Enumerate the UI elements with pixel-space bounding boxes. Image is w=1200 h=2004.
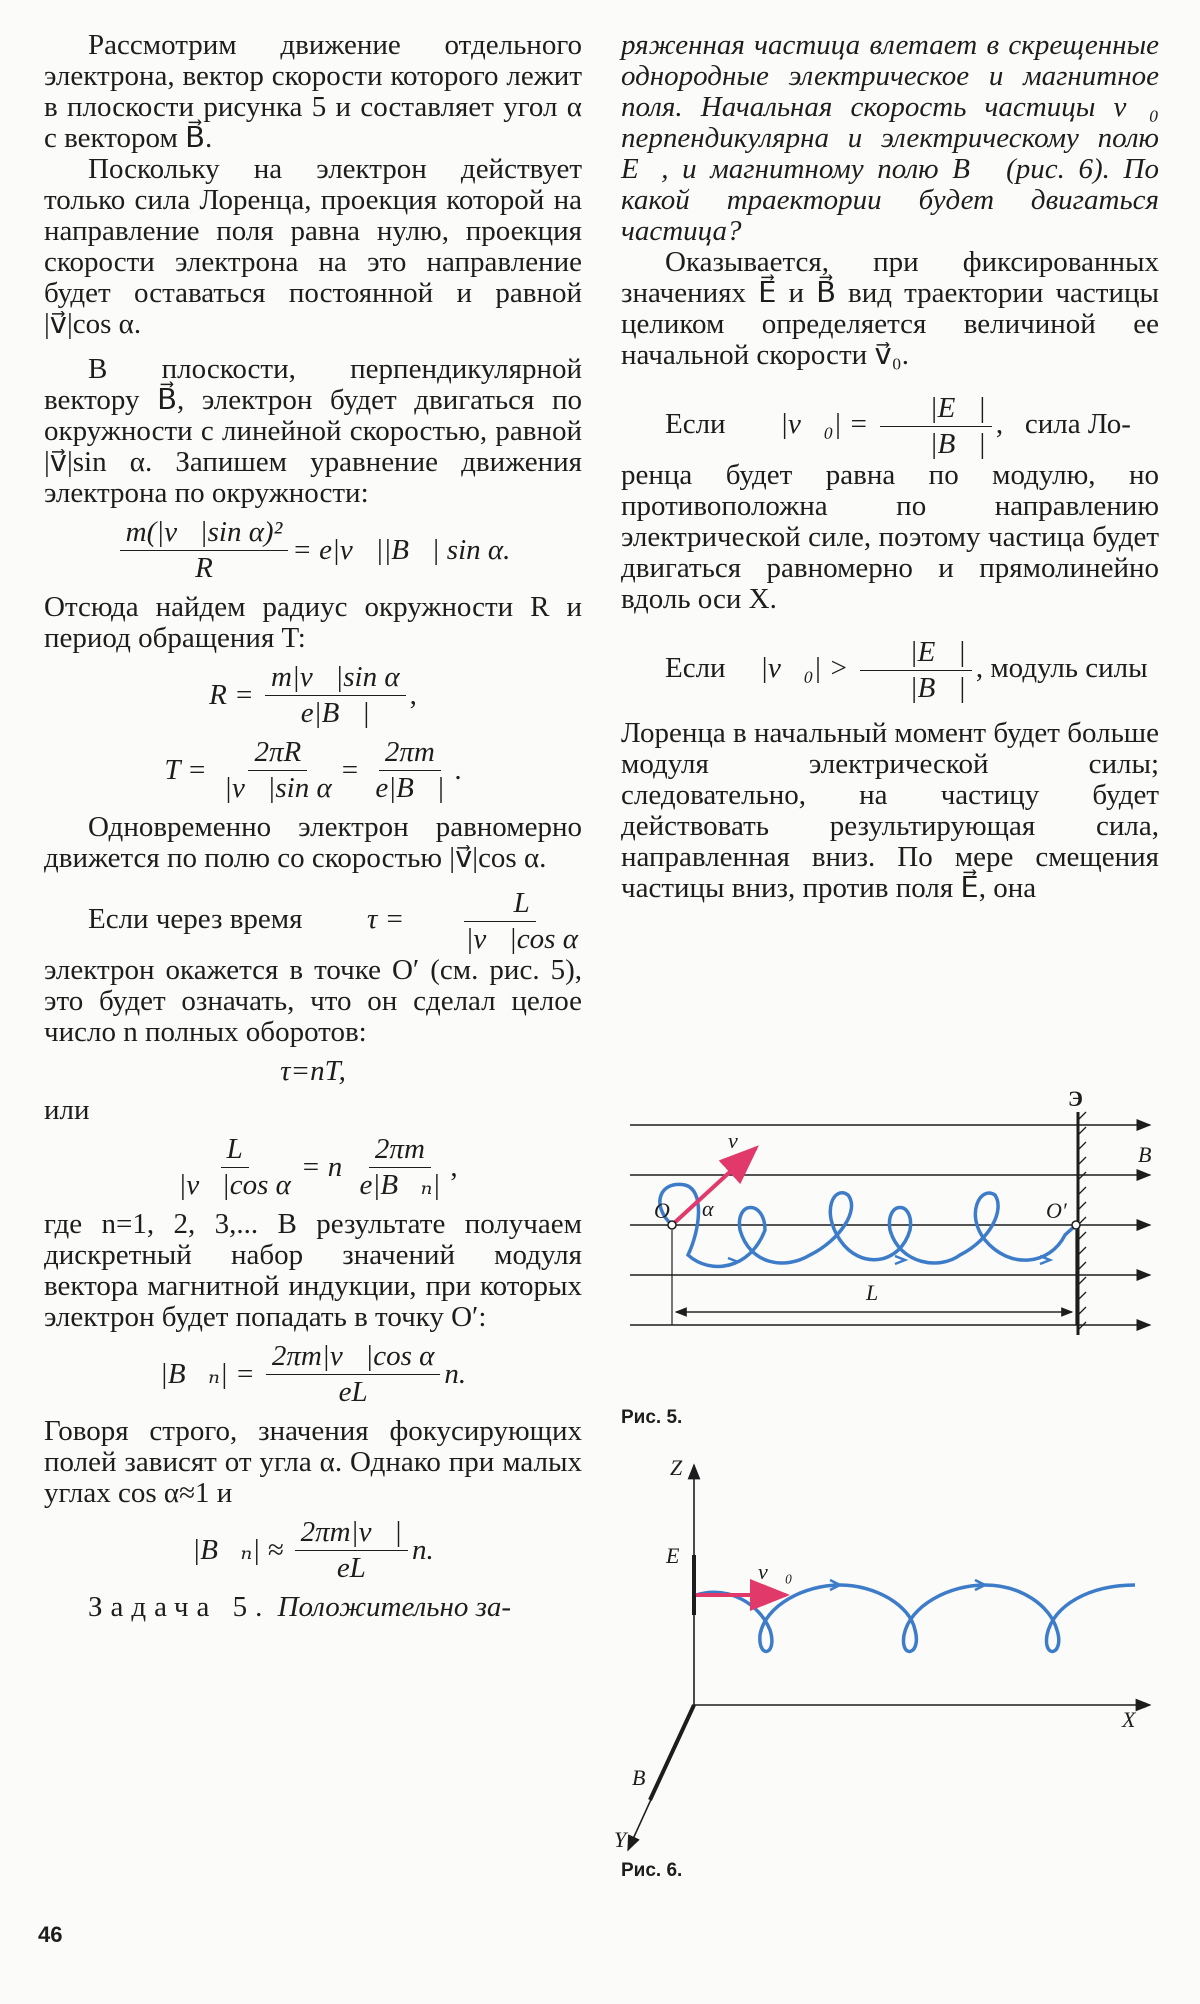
paragraph: Оказывается, при фиксированных значениях E⃗ и B⃗ вид траектории частицы целиком определяется величиной ее начальной скорости v⃗₀.: [621, 246, 1159, 371]
fraction: [354, 1134, 447, 1201]
numerator: L: [464, 888, 536, 922]
fraction: [120, 517, 289, 584]
equation-lhs: R =: [209, 679, 254, 711]
equation-end: .: [454, 754, 462, 786]
denominator: e|B⃗|: [300, 697, 370, 729]
paragraph: Рассмотрим движение отдельного электрона, вектор скорости которого лежит в плоскости рисунка 5 и составляет угол α с вектором B⃗.: [44, 29, 582, 154]
numerator: 2πm: [369, 1134, 431, 1168]
figure-6-caption: Рис. 6.: [621, 1860, 683, 1881]
denominator: |v⃗|cos α: [178, 1169, 291, 1201]
equation-lhs: |v⃗₀| =: [780, 408, 869, 441]
numerator: |E⃗|: [880, 393, 992, 427]
right-column: [621, 30, 1159, 904]
numerator: m|v⃗|sin α: [265, 662, 406, 696]
equation-end: ,: [450, 1151, 458, 1183]
paragraph: электрон окажется в точке O′ (см. рис. 5), это будет означать, что он сделал целое число n полных оборотов:: [44, 954, 582, 1048]
fraction: [218, 737, 338, 804]
equation-lhs: |B⃗ₙ| =: [159, 1358, 255, 1390]
numerator: 2πm: [379, 737, 441, 771]
paragraph: Лоренца в начальный момент будет больше модуля электрической силы; следовательно, на частицу будет действовать результирующая сила, направленная вниз. По мере смещения частицы вниз, против поля E⃗, она: [621, 717, 1159, 904]
equation-condition: [44, 1134, 582, 1201]
label-l: L: [866, 1280, 879, 1305]
denominator: e|B⃗ₙ|: [359, 1169, 441, 1201]
label-alpha: α: [702, 1196, 714, 1221]
axes: [628, 1465, 1150, 1850]
task-continuation: ряженная частица влетает в скрещенные однородные электрическое и магнитное поля. Начальная скорость частицы v⃗₀ перпендикулярна и электрическому полю E⃗, и магнитному полю B⃗ (рис. 6). По какой траектории будет двигаться частица?: [621, 29, 1159, 247]
text: Если: [665, 408, 726, 441]
equation-end: ,: [409, 679, 417, 711]
paragraph: В плоскости, перпендикулярной вектору B⃗, электрон будет двигаться по окружности с линейной скоростью, равной |v⃗|sin α. Запишем уравнение движения электрона по окружности:: [44, 353, 582, 509]
label-x: X: [1122, 1707, 1136, 1732]
page-number: 46: [38, 1922, 63, 1947]
equation-period: [44, 737, 582, 804]
paragraph: Одновременно электрон равномерно движется по полю со скоростью |v⃗|cos α.: [44, 811, 582, 874]
label-v0: v⃗₀: [758, 1559, 793, 1584]
figure-6: [610, 1455, 1170, 1875]
label-o-prime: O′: [1046, 1198, 1067, 1223]
equation-tau: τ=nT,: [280, 1055, 346, 1087]
paragraph: ренца будет равна по модулю, но противоположна по направлению электрической силе, поэтому частица будет двигаться равномерно и прямолинейно вдоль оси X.: [621, 459, 1159, 615]
paragraph: где n=1, 2, 3,... В результате получаем дискретный набор значений модуля вектора магнитной индукции, при которых электрон будет попадать в точку O′:: [44, 1208, 582, 1333]
paragraph: Отсюда найдем радиус окружности R и период обращения T:: [44, 591, 582, 654]
equation-mid: = n: [300, 1151, 343, 1183]
label-y: Y: [614, 1827, 627, 1852]
paragraph: Поскольку на электрон действует только сила Лоренца, проекция которой на направление поля равна нулю, проекция скорости электрона на это направление будет оставаться постоянной и равной |v⃗|cos α.: [44, 153, 582, 340]
condition-equal: [621, 393, 1159, 460]
paragraph-time: [44, 888, 582, 955]
fraction: [266, 1341, 440, 1408]
task-heading: [44, 1592, 582, 1623]
denominator: e|B⃗|: [375, 772, 445, 804]
fraction: [369, 737, 450, 804]
equation-rhs: = e|v⃗||B⃗| sin α.: [292, 534, 511, 566]
denominator: |v⃗|cos α: [465, 923, 578, 955]
fraction: [860, 637, 972, 704]
condition-greater: [621, 637, 1159, 704]
equation-bn-approx: [44, 1517, 582, 1584]
equation-lhs: τ =: [366, 903, 405, 936]
text: , модуль силы: [975, 652, 1148, 685]
denominator: eL: [336, 1552, 366, 1584]
text: Если через время: [88, 903, 303, 936]
equation-bn: [44, 1341, 582, 1408]
paragraph: Говоря строго, значения фокусирующих полей зависят от угла α. Однако при малых углах cos α≈1 и: [44, 1415, 582, 1509]
fraction: [880, 393, 992, 460]
figure-5-caption: Рис. 5.: [621, 1407, 683, 1428]
numerator: 2πR: [248, 737, 307, 771]
fraction: [265, 662, 406, 729]
denominator: eL: [338, 1376, 368, 1408]
fraction: [172, 1134, 297, 1201]
label-e: E⃗: [666, 1543, 697, 1568]
numerator: 2πm|v⃗|cos α: [266, 1341, 440, 1375]
point-o-prime: [1072, 1221, 1080, 1229]
label-o: O: [654, 1198, 670, 1223]
fraction: [295, 1517, 408, 1584]
numerator: m(|v⃗|sin α)²: [120, 517, 289, 551]
numerator: L: [221, 1134, 249, 1168]
denominator: |v⃗|sin α: [224, 772, 332, 804]
dimension-l: [672, 1230, 1076, 1325]
equation-lhs: |v⃗₀| >: [760, 652, 849, 685]
equation-end: n.: [412, 1534, 434, 1566]
text: , сила Ло-: [995, 408, 1131, 441]
equation-lhs: |B⃗ₙ| ≈: [192, 1534, 284, 1566]
equation-motion: [44, 517, 582, 584]
label-v: v⃗: [728, 1128, 755, 1153]
left-column: [44, 30, 582, 1623]
equation-radius: [44, 662, 582, 729]
label-z: Z: [670, 1455, 683, 1480]
numerator: 2πm|v⃗|: [295, 1517, 408, 1551]
paragraph: или: [44, 1094, 90, 1126]
numerator: |E⃗|: [860, 637, 972, 671]
equals-sign: =: [341, 754, 359, 786]
label-screen: Э: [1068, 1090, 1083, 1111]
task-label: Задача 5.: [88, 1591, 271, 1623]
fraction: [415, 888, 584, 955]
label-b: B⃗: [632, 1765, 663, 1790]
task-text: Положительно за-: [277, 1591, 512, 1623]
denominator: R: [195, 552, 213, 584]
denominator: |B⃗|: [909, 672, 966, 704]
equation-lhs: T =: [164, 754, 207, 786]
label-b: B⃗: [1138, 1142, 1169, 1167]
equation-end: n.: [444, 1358, 467, 1390]
figure-5: [610, 1090, 1170, 1340]
text: Если: [665, 652, 726, 685]
denominator: |B⃗|: [929, 428, 986, 460]
